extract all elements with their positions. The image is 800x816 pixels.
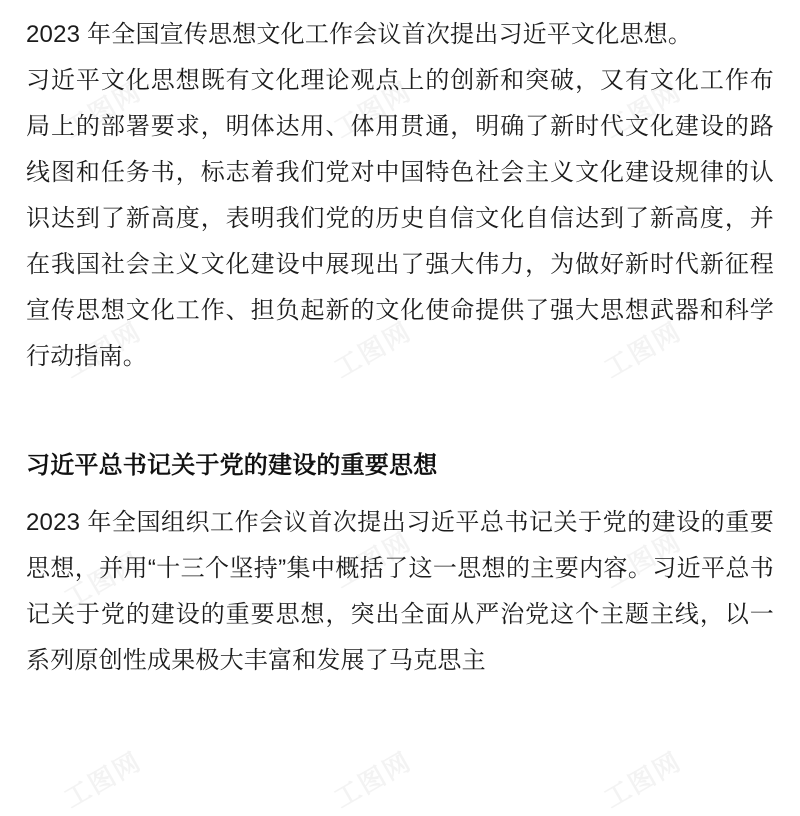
section-heading: 习近平总书记关于党的建设的重要思想 (26, 452, 438, 479)
section-spacer (26, 380, 774, 446)
section-paragraph: 2023 年全国组织工作会议首次提出习近平总书记关于党的建设的重要思想，并用“十三个坚持”集中概括了这一思想的主要内容。习近平总书记关于党的建设的重要思想，突出全面从严治党这个主题主线，以一系列原创性成果极大丰富和发展了马克思主 (26, 509, 774, 674)
paragraph-2: 习近平文化思想既有文化理论观点上的创新和突破，又有文化工作布局上的部署要求，明体达用、体用贯通，明确了新时代文化建设的路线图和任务书，标志着我们党对中国特色社会主义文化建设规律的认识达到了新高度，表明我们党的历史自信文化自信达到了新高度，并在我国社会主义文化建设中展现出了强大伟力，为做好新时代新征程宣传思想文化工作、担负起新的文化使命提供了强大思想武器和科学行动指南。 (26, 67, 774, 370)
paragraph-1: 2023 年全国宣传思想文化工作会议首次提出习近平文化思想。 (26, 21, 693, 48)
